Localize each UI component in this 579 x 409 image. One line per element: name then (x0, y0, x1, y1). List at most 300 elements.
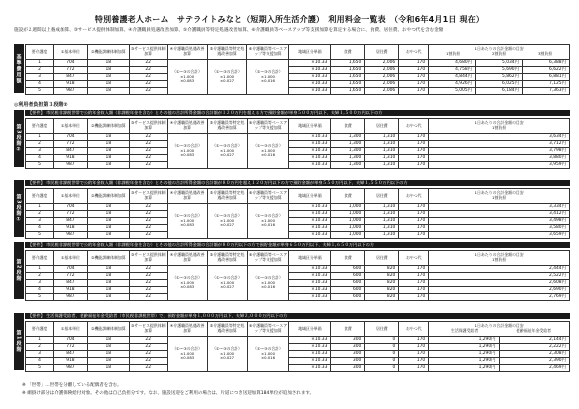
total-amount-cell: 1,290円 (429, 358, 499, 365)
surcharge-formula-cell (207, 134, 247, 169)
table-cell: 170 (399, 294, 429, 301)
requirement-banner: 【要件】 生活保護受給者、老齢福祉年金受給者（市民税非課税世帯）で、預貯金額が単身１,０００万円以下、夫婦２,０００万円以下の方 (25, 313, 570, 319)
table-cell: 600 (331, 273, 365, 280)
formula-base: （①〜③の合計）×1.000 (172, 213, 202, 223)
column-header: おやつ代 (399, 322, 429, 337)
total-subheader: 1割負担 (446, 51, 461, 56)
table-cell: ×10.33 (289, 218, 331, 225)
column-header: ④介護職員処遇改善加算 (167, 119, 207, 134)
column-header: ⑥介護職員等ベースアップ等支援加算 (247, 45, 289, 60)
formula-rate: ×0.016 (260, 152, 276, 158)
table-cell: 847 (53, 74, 87, 81)
total-amount-cell: 2,144円 (499, 337, 569, 344)
care-level-cell: 2 (26, 67, 54, 74)
table-cell: 18 (87, 266, 129, 273)
formula-rate: ×0.083 (180, 355, 195, 361)
care-level-cell: 4 (26, 225, 54, 232)
table-cell: 772 (53, 344, 87, 351)
column-header: ②機能訓練体制加算 (87, 322, 129, 337)
column-header: 居住費 (365, 251, 399, 266)
total-header-title: 1日あたりの合計金額の目安 (474, 120, 524, 126)
table-cell: 18 (87, 88, 129, 95)
table-cell: ×10.33 (289, 81, 331, 88)
table-cell: 22 (129, 218, 167, 225)
column-header: ⑥介護職員等ベースアップ等支援加算 (247, 119, 289, 134)
column-header: 地域区分単価 (289, 119, 331, 134)
table-cell: 170 (399, 351, 429, 358)
column-header: 要介護度 (26, 45, 54, 60)
total-subheader: 1割負担 (492, 257, 507, 262)
table-cell: 170 (399, 88, 429, 95)
column-header: ⑤介護職員等特定処遇改善加算 (207, 119, 247, 134)
table-row (26, 344, 570, 351)
care-level-cell: 3 (26, 351, 54, 358)
table-cell: 18 (87, 218, 129, 225)
table-cell: 772 (53, 67, 87, 74)
table-cell: 918 (53, 287, 87, 294)
total-amount-cell: 2,390円 (499, 358, 569, 365)
table-cell: ×10.33 (289, 162, 331, 169)
table-cell: 170 (399, 218, 429, 225)
column-header: 食費 (331, 119, 365, 134)
total-amount-cell: 6,388円 (522, 60, 569, 67)
table-cell: 1,300 (331, 134, 365, 141)
table-cell: 18 (87, 67, 129, 74)
table-cell: 18 (87, 204, 129, 211)
formula-base: （①〜③の合計）×1.000 (172, 69, 202, 79)
care-level-cell: 4 (26, 155, 54, 162)
rate-section (14, 102, 570, 168)
table-cell: 847 (53, 148, 87, 155)
column-header: 食費 (331, 189, 365, 204)
care-level-cell: 1 (26, 134, 54, 141)
total-amount-cell: 4,680円 (429, 60, 476, 67)
total-subheader: 老齢福祉年金受給者 (516, 328, 552, 333)
column-header: 居住費 (365, 189, 399, 204)
table-cell: 170 (399, 155, 429, 162)
total-amount-cell: 4,926円 (429, 81, 476, 88)
total-amount-cell: 7,363円 (522, 88, 569, 95)
care-level-cell: 1 (26, 60, 54, 67)
table-cell: 1,650 (331, 67, 365, 74)
table-row (26, 358, 570, 365)
formula-base: （①〜③の合計）×1.000 (172, 346, 202, 356)
table-cell: 600 (331, 280, 365, 287)
table-cell: ×10.33 (289, 67, 331, 74)
care-level-cell: 1 (26, 337, 54, 344)
table-cell: 704 (53, 266, 87, 273)
column-header: 地域区分単価 (289, 251, 331, 266)
table-row (26, 337, 570, 344)
table-header-row (26, 322, 570, 337)
column-header: 居住費 (365, 119, 399, 134)
table-cell: 772 (53, 211, 87, 218)
total-amount-cell: 5,005円 (429, 88, 476, 95)
table-cell: 170 (399, 148, 429, 155)
total-amount-cell: 1,290円 (429, 344, 499, 351)
table-cell: 820 (365, 273, 399, 280)
table-cell: 18 (87, 337, 129, 344)
total-header (429, 322, 570, 337)
table-cell: 987 (53, 365, 87, 372)
income-stage-label: 第1段階 (14, 313, 24, 370)
rate-table (25, 250, 570, 301)
formula-rate: ×0.083 (180, 222, 195, 228)
surcharge-formula-cell (167, 266, 207, 301)
table-cell: 704 (53, 204, 87, 211)
total-header-title: 1日あたりの合計金額の目安 (474, 190, 524, 196)
table-cell: 18 (87, 81, 129, 88)
surcharge-formula-cell (247, 204, 289, 239)
table-cell: 22 (129, 155, 167, 162)
table-cell: 18 (87, 148, 129, 155)
table-row (26, 218, 570, 225)
table-cell: 2,006 (365, 74, 399, 81)
table-cell: 300 (331, 351, 365, 358)
column-header: ⑤介護職員等特定処遇改善加算 (207, 45, 247, 60)
table-cell: 820 (365, 294, 399, 301)
table-cell: 600 (331, 294, 365, 301)
rate-section (14, 242, 570, 299)
table-cell: 18 (87, 211, 129, 218)
column-header: 地域区分単価 (289, 189, 331, 204)
table-cell: 22 (129, 67, 167, 74)
total-header-title: 1日あたりの合計金額の目安 (474, 323, 524, 329)
table-cell: 820 (365, 280, 399, 287)
total-amount-cell: 3,498円 (429, 218, 570, 225)
total-amount-cell: 1,290円 (429, 337, 499, 344)
table-cell: 2,006 (365, 81, 399, 88)
table-cell: 22 (129, 266, 167, 273)
table-cell: 847 (53, 280, 87, 287)
table-cell: 22 (129, 273, 167, 280)
care-level-cell: 1 (26, 204, 54, 211)
table-cell: 170 (399, 344, 429, 351)
table-cell: 22 (129, 148, 167, 155)
column-header: ⑤介護職員等特定処遇改善加算 (207, 189, 247, 204)
column-header: 食費 (331, 322, 365, 337)
total-header (429, 189, 570, 204)
column-header: おやつ代 (399, 119, 429, 134)
rate-table (25, 321, 570, 372)
rate-table (25, 188, 570, 239)
formula-rate: ×0.083 (180, 78, 195, 84)
total-header (429, 251, 570, 266)
table-cell: 987 (53, 294, 87, 301)
table-cell: 22 (129, 280, 167, 287)
table-cell: 1,310 (365, 134, 399, 141)
table-cell: ×10.33 (289, 294, 331, 301)
total-amount-cell: 2,222円 (499, 344, 569, 351)
table-cell: 170 (399, 232, 429, 239)
table-cell: ×10.33 (289, 232, 331, 239)
formula-rate: ×0.027 (220, 355, 235, 361)
table-cell: 22 (129, 287, 167, 294)
column-header: ①基本単位 (53, 251, 87, 266)
care-level-cell: 5 (26, 294, 54, 301)
table-cell: 22 (129, 141, 167, 148)
column-header: 居住費 (365, 45, 399, 60)
table-cell: 22 (129, 365, 167, 372)
table-row (26, 266, 570, 273)
care-level-cell: 5 (26, 365, 54, 372)
total-amount-cell: 6,184円 (476, 88, 523, 95)
table-cell: 987 (53, 162, 87, 169)
table-cell: 1,310 (365, 148, 399, 155)
table-cell: 22 (129, 134, 167, 141)
total-amount-cell: 2,769円 (429, 294, 570, 301)
requirement-banner: 【要件】 市民税非課税世帯で公的年金収入額（非課税年金を含む）とその他の合計所得金額の合計額が８０万円以下の方で預貯金額が単身６５０万円以下、夫婦１,６５０万円以下の方 (25, 242, 570, 248)
surcharge-formula-cell (207, 337, 247, 372)
table-row (26, 60, 570, 67)
total-subheader: 生活保護受給者 (451, 328, 479, 333)
income-stage-label: 第3段階② (14, 110, 24, 167)
column-header: 地域区分単価 (289, 45, 331, 60)
care-level-cell: 2 (26, 273, 54, 280)
table-cell: 22 (129, 88, 167, 95)
table-cell: 170 (399, 365, 429, 372)
table-cell: 18 (87, 162, 129, 169)
table-cell: 2,006 (365, 67, 399, 74)
column-header: ④介護職員処遇改善加算 (167, 189, 207, 204)
table-cell: 772 (53, 273, 87, 280)
table-row (26, 294, 570, 301)
formula-base: （①〜③の合計）×1.000 (212, 275, 242, 285)
table-cell: 170 (399, 74, 429, 81)
table-cell: 820 (365, 266, 399, 273)
table-cell: 1,310 (365, 204, 399, 211)
formula-base: （①〜③の合計）×1.000 (212, 346, 242, 356)
table-cell: ×10.33 (289, 273, 331, 280)
total-header (429, 119, 570, 134)
total-header (429, 45, 570, 60)
table-row (26, 162, 570, 169)
table-cell: 170 (399, 81, 429, 88)
column-header: ②機能訓練体制加算 (87, 119, 129, 134)
column-header: ①基本単位 (53, 45, 87, 60)
table-cell: 1,000 (331, 218, 365, 225)
total-amount-cell: 6,881円 (522, 74, 569, 81)
table-cell: 1,310 (365, 155, 399, 162)
table-cell: ×10.33 (289, 351, 331, 358)
table-header-row (26, 45, 570, 60)
rate-table (25, 44, 570, 95)
column-header: 地域区分単価 (289, 322, 331, 337)
total-amount-cell: 4,758円 (429, 67, 476, 74)
surcharge-formula-cell (207, 60, 247, 95)
table-cell: 18 (87, 351, 129, 358)
table-row (26, 88, 570, 95)
table-cell: ×10.33 (289, 60, 331, 67)
table-cell: 300 (331, 365, 365, 372)
table-cell: 18 (87, 134, 129, 141)
column-header: ①基本単位 (53, 119, 87, 134)
section-subheading: ◎利用者負担第３段階② (14, 102, 68, 108)
table-cell: ×10.33 (289, 287, 331, 294)
column-header: ①基本単位 (53, 322, 87, 337)
total-amount-cell: 3,412円 (429, 211, 570, 218)
table-cell: 918 (53, 155, 87, 162)
table-cell: 18 (87, 273, 129, 280)
table-header-row (26, 189, 570, 204)
total-amount-cell: 5,034円 (476, 60, 523, 67)
total-amount-cell: 3,659円 (429, 232, 570, 239)
table-cell: 18 (87, 287, 129, 294)
table-cell: 22 (129, 81, 167, 88)
table-cell: ×10.33 (289, 280, 331, 287)
table-cell: 22 (129, 351, 167, 358)
table-cell: 1,650 (331, 88, 365, 95)
table-cell: 22 (129, 294, 167, 301)
total-header-title: 1日あたりの合計金額の目安 (474, 46, 524, 52)
table-cell: 1,310 (365, 211, 399, 218)
care-level-cell: 4 (26, 287, 54, 294)
table-cell: 22 (129, 358, 167, 365)
total-amount-cell: 2,469円 (499, 365, 569, 372)
column-header: ⑥介護職員等ベースアップ等支援加算 (247, 322, 289, 337)
table-cell: 22 (129, 74, 167, 81)
table-cell: 704 (53, 337, 87, 344)
table-cell: 1,300 (331, 155, 365, 162)
table-cell: 847 (53, 218, 87, 225)
table-row (26, 232, 570, 239)
table-cell: 1,650 (331, 60, 365, 67)
table-header-row (26, 119, 570, 134)
column-header: 要介護度 (26, 322, 54, 337)
table-cell: ×10.33 (289, 74, 331, 81)
table-row (26, 287, 570, 294)
table-cell: ×10.33 (289, 365, 331, 372)
income-stage-label: 第2段階 (14, 242, 24, 299)
page-title: 特別養護老人ホーム サテライトみなと（短期入所生活介護） 利用料金一覧表 （令和6年4月1日 現在） (94, 15, 485, 24)
surcharge-formula-cell (247, 134, 289, 169)
surcharge-formula-cell (207, 204, 247, 239)
total-amount-cell: 1,290円 (429, 351, 499, 358)
table-cell: ×10.33 (289, 211, 331, 218)
care-level-cell: 1 (26, 266, 54, 273)
column-header: ③サービス提供体制加算 (129, 322, 167, 337)
care-level-cell: 3 (26, 74, 54, 81)
table-cell: 22 (129, 204, 167, 211)
total-amount-cell: 3,334円 (429, 204, 570, 211)
table-cell: 170 (399, 162, 429, 169)
table-cell: 22 (129, 162, 167, 169)
total-amount-cell: 3,880円 (429, 155, 570, 162)
table-cell: 170 (399, 337, 429, 344)
table-cell: 170 (399, 211, 429, 218)
table-cell: 18 (87, 232, 129, 239)
column-header: ②機能訓練体制加算 (87, 45, 129, 60)
total-amount-cell: 5,862円 (476, 74, 523, 81)
total-amount-cell: 2,444円 (429, 266, 570, 273)
column-header: ④介護職員処遇改善加算 (167, 45, 207, 60)
table-cell: 987 (53, 232, 87, 239)
total-amount-cell: 3,634円 (429, 134, 570, 141)
table-cell: 170 (399, 225, 429, 232)
formula-base: （①〜③の合計）×1.000 (253, 346, 283, 356)
table-cell: 1,310 (365, 232, 399, 239)
formula-base: （①〜③の合計）×1.000 (212, 143, 242, 153)
column-header: ④介護職員処遇改善加算 (167, 251, 207, 266)
surcharge-formula-cell (167, 204, 207, 239)
formula-rate: ×0.027 (220, 284, 235, 290)
table-cell: 170 (399, 141, 429, 148)
total-amount-cell: 1,290円 (429, 365, 499, 372)
table-row (26, 141, 570, 148)
table-cell: 0 (365, 365, 399, 372)
table-cell: 1,310 (365, 218, 399, 225)
care-level-cell: 3 (26, 218, 54, 225)
formula-rate: ×0.016 (260, 355, 275, 361)
column-header: ⑤介護職員等特定処遇改善加算 (207, 322, 247, 337)
table-cell: 600 (331, 287, 365, 294)
column-header: ⑤介護職員等特定処遇改善加算 (207, 251, 247, 266)
table-row (26, 211, 570, 218)
total-amount-cell: 7,125円 (522, 81, 569, 88)
total-amount-cell: 3,580円 (429, 225, 570, 232)
total-header-title: 1日あたりの合計金額の目安 (474, 252, 524, 258)
table-row (26, 365, 570, 372)
care-level-cell: 3 (26, 280, 54, 287)
column-header: ③サービス提供体制加算 (129, 45, 167, 60)
table-cell: 18 (87, 344, 129, 351)
column-header: 要介護度 (26, 119, 54, 134)
rate-section (14, 313, 570, 370)
table-cell: 2,006 (365, 88, 399, 95)
table-cell: 0 (365, 337, 399, 344)
table-cell: ×10.33 (289, 344, 331, 351)
formula-base: （①〜③の合計）×1.000 (172, 275, 202, 285)
table-cell: 1,000 (331, 232, 365, 239)
table-cell: 987 (53, 88, 87, 95)
formula-rate: ×0.083 (180, 284, 195, 290)
formula-rate: ×0.016 (260, 78, 275, 84)
formula-base: （①〜③の合計）×1.000 (172, 143, 202, 153)
table-cell: 18 (87, 225, 129, 232)
column-header: ②機能訓練体制加算 (87, 251, 129, 266)
table-cell: ×10.33 (289, 148, 331, 155)
total-amount-cell: 3,798円 (429, 148, 570, 155)
table-cell: 18 (87, 294, 129, 301)
column-header: 要介護度 (26, 189, 54, 204)
surcharge-formula-cell (167, 134, 207, 169)
table-cell: 18 (87, 141, 129, 148)
formula-base: （①〜③の合計）×1.000 (253, 275, 283, 285)
table-cell: 918 (53, 225, 87, 232)
table-cell: 1,650 (331, 74, 365, 81)
surcharge-formula-cell (207, 266, 247, 301)
column-header: おやつ代 (399, 189, 429, 204)
care-level-cell: 5 (26, 232, 54, 239)
table-row (26, 67, 570, 74)
table-cell: 820 (365, 287, 399, 294)
total-subheader: 3割負担 (537, 51, 553, 56)
care-level-cell: 2 (26, 344, 54, 351)
table-cell: 18 (87, 74, 129, 81)
column-header: 要介護度 (26, 251, 54, 266)
table-cell: ×10.33 (289, 155, 331, 162)
formula-base: （①〜③の合計）×1.000 (212, 69, 242, 79)
table-cell: ×10.33 (289, 358, 331, 365)
table-row (26, 74, 570, 81)
table-cell: ×10.33 (289, 141, 331, 148)
table-row (26, 148, 570, 155)
surcharge-formula-cell (247, 266, 289, 301)
table-cell: 170 (399, 358, 429, 365)
formula-rate: ×0.016 (260, 284, 276, 290)
table-cell: 1,300 (331, 148, 365, 155)
table-cell: ×10.33 (289, 225, 331, 232)
